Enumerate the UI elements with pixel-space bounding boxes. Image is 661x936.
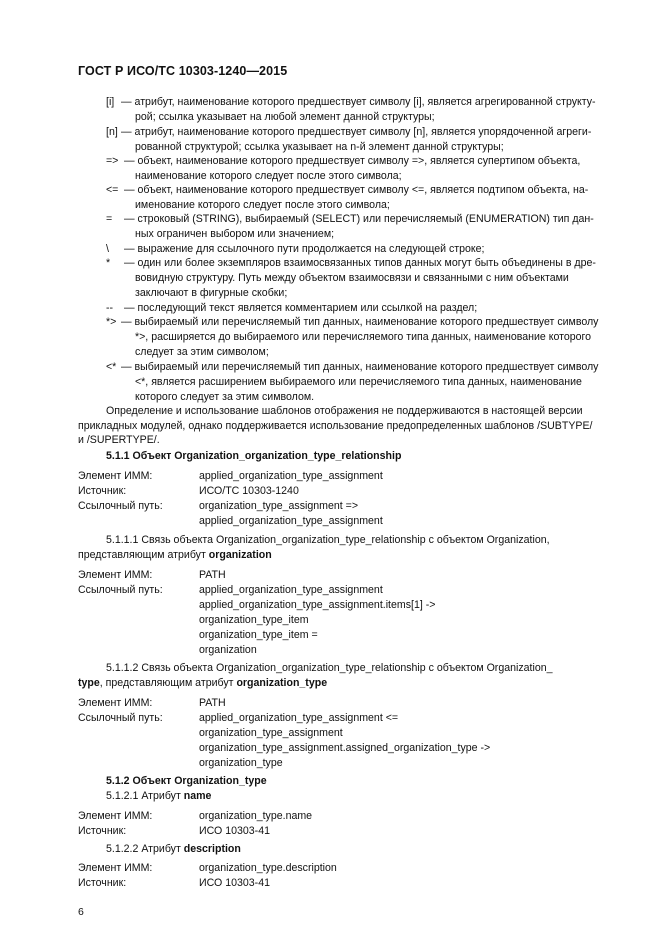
- legend-text: *>, расширяется до выбираемого или перечисляемого типа данных, наименование которого: [135, 331, 592, 343]
- legend-symbol: *>: [106, 316, 117, 328]
- subsection-5-1-2-2: [106, 843, 241, 855]
- legend-text: — один или более экземпляров взаимосвязанных типов данных могут быть объединены в дре-: [124, 257, 596, 269]
- text: 5.1.2.2 Атрибут: [106, 843, 184, 855]
- legend-text: следует за этим символом;: [135, 346, 269, 358]
- field-label: Элемент ИММ:: [78, 470, 153, 482]
- section-title-5-1-1: 5.1.1 Объект Organization_organization_type_relationship: [106, 450, 402, 462]
- field-value: organization_type_item =: [199, 629, 318, 641]
- field-label: Элемент ИММ:: [78, 862, 153, 874]
- text: , представляющим атрибут: [99, 677, 237, 689]
- attribute-name: name: [183, 790, 212, 802]
- legend-symbol: --: [106, 302, 114, 314]
- legend-symbol: =: [106, 213, 113, 225]
- legend-text: <*, является расширением выбираемого или перечисляемого типа данных, наименование: [135, 376, 582, 388]
- field-value: PATH: [199, 697, 226, 709]
- section-title-5-1-2: 5.1.2 Объект Organization_type: [106, 775, 267, 787]
- field-label: Элемент ИММ:: [78, 810, 153, 822]
- field-value: applied_organization_type_assignment <=: [199, 712, 399, 724]
- text: type: [78, 677, 100, 689]
- legend-text: — строковый (STRING), выбираемый (SELECT) или перечисляемый (ENUMERATION) тип дан-: [124, 213, 594, 225]
- field-label: Элемент ИММ:: [78, 697, 153, 709]
- field-label: Ссылочный путь:: [78, 584, 163, 596]
- field-value: organization_type_assignment: [199, 727, 343, 739]
- field-value: applied_organization_type_assignment: [199, 584, 383, 596]
- attribute-name: organization: [208, 549, 272, 561]
- legend-text: — выбираемый или перечисляемый тип данных, наименование которого предшествует символу: [121, 361, 599, 373]
- legend-text: наименование которого следует после этого символа;: [135, 170, 402, 182]
- legend-symbol: *: [106, 257, 111, 269]
- paragraph-line: прикладных модулей, однако поддерживается использование предопределенных шаблонов /SUBTYPE/: [78, 420, 593, 432]
- subsection-5-1-2-1: [106, 790, 211, 802]
- subsection-5-1-1-2-line2: [78, 677, 327, 689]
- subsection-5-1-1-1-line: 5.1.1.1 Связь объекта Organization_organization_type_relationship с объектом Organization,: [106, 534, 550, 546]
- legend-text: — объект, наименование которого предшествует символу =>, является супертипом объекта,: [124, 155, 581, 167]
- legend-text: — выбираемый или перечисляемый тип данных, наименование которого предшествует символу: [121, 316, 599, 328]
- field-value: ИСО/ТС 10303-1240: [199, 485, 299, 497]
- field-value: ИСО 10303-41: [199, 877, 270, 889]
- field-value: organization_type: [199, 757, 283, 769]
- legend-text: именование которого следует после этого символа;: [135, 199, 390, 211]
- legend-symbol: \: [106, 243, 109, 255]
- legend-symbol: <*: [106, 361, 117, 373]
- legend-text: — атрибут, наименование которого предшествует символу [n], является упорядоченной агреги-: [121, 126, 592, 138]
- subsection-5-1-1-2-line: 5.1.1.2 Связь объекта Organization_organization_type_relationship с объектом Organization_: [106, 662, 553, 674]
- field-value: PATH: [199, 569, 226, 581]
- paragraph-line: Определение и использование шаблонов отображения не поддерживаются в настоящей версии: [106, 405, 583, 417]
- subsection-5-1-1-1-line2: [78, 549, 272, 561]
- text: представляющим атрибут: [78, 549, 209, 561]
- field-label: Ссылочный путь:: [78, 712, 163, 724]
- legend-text: рой; ссылка указывает на любой элемент данной структуры;: [135, 111, 435, 123]
- page-number: 6: [78, 906, 84, 918]
- paragraph-line: и /SUPERTYPE/.: [78, 434, 160, 446]
- field-value: organization_type_assignment.assigned_organization_type ->: [199, 742, 491, 754]
- legend-text: — выражение для ссылочного пути продолжается на следующей строке;: [124, 243, 485, 255]
- text: 5.1.2.1 Атрибут: [106, 790, 184, 802]
- field-label: Источник:: [78, 485, 127, 497]
- field-value: ИСО 10303-41: [199, 825, 270, 837]
- legend-text: заключают в фигурные скобки;: [135, 287, 288, 299]
- legend-text: — объект, наименование которого предшествует символу <=, является подтипом объекта, на-: [124, 184, 589, 196]
- legend-text: ных ограничен выбором или значением;: [135, 228, 335, 240]
- field-value: applied_organization_type_assignment.items[1] ->: [199, 599, 436, 611]
- field-value: organization_type_item: [199, 614, 309, 626]
- field-value: organization_type.name: [199, 810, 313, 822]
- legend-text: которого следует за этим символом.: [135, 391, 315, 403]
- legend-symbol: <=: [106, 184, 119, 196]
- field-value: organization_type.description: [199, 862, 337, 874]
- legend-symbol: [n]: [106, 126, 118, 138]
- attribute-name: description: [183, 843, 241, 855]
- field-label: Элемент ИММ:: [78, 569, 153, 581]
- legend-symbol: =>: [106, 155, 119, 167]
- field-label: Источник:: [78, 825, 127, 837]
- attribute-name: organization_type: [236, 677, 328, 689]
- field-value: organization_type_assignment =>: [199, 500, 359, 512]
- field-value: applied_organization_type_assignment: [199, 515, 383, 527]
- field-value: applied_organization_type_assignment: [199, 470, 383, 482]
- legend-text: вовидную структуру. Путь между объектом взаимосвязи и связанными с ним объектами: [135, 272, 569, 284]
- legend-symbol: [i]: [106, 96, 115, 108]
- field-value: organization: [199, 644, 257, 656]
- document-header: ГОСТ Р ИСО/ТС 10303-1240—2015: [78, 64, 288, 78]
- field-label: Ссылочный путь:: [78, 500, 163, 512]
- legend-text: — атрибут, наименование которого предшествует символу [i], является агрегированной структу-: [121, 96, 596, 108]
- legend-text: — последующий текст является комментарием или ссылкой на раздел;: [124, 302, 478, 314]
- legend-text: рованной структурой; ссылка указывает на n-й элемент данной структуры;: [135, 141, 504, 153]
- field-label: Источник:: [78, 877, 127, 889]
